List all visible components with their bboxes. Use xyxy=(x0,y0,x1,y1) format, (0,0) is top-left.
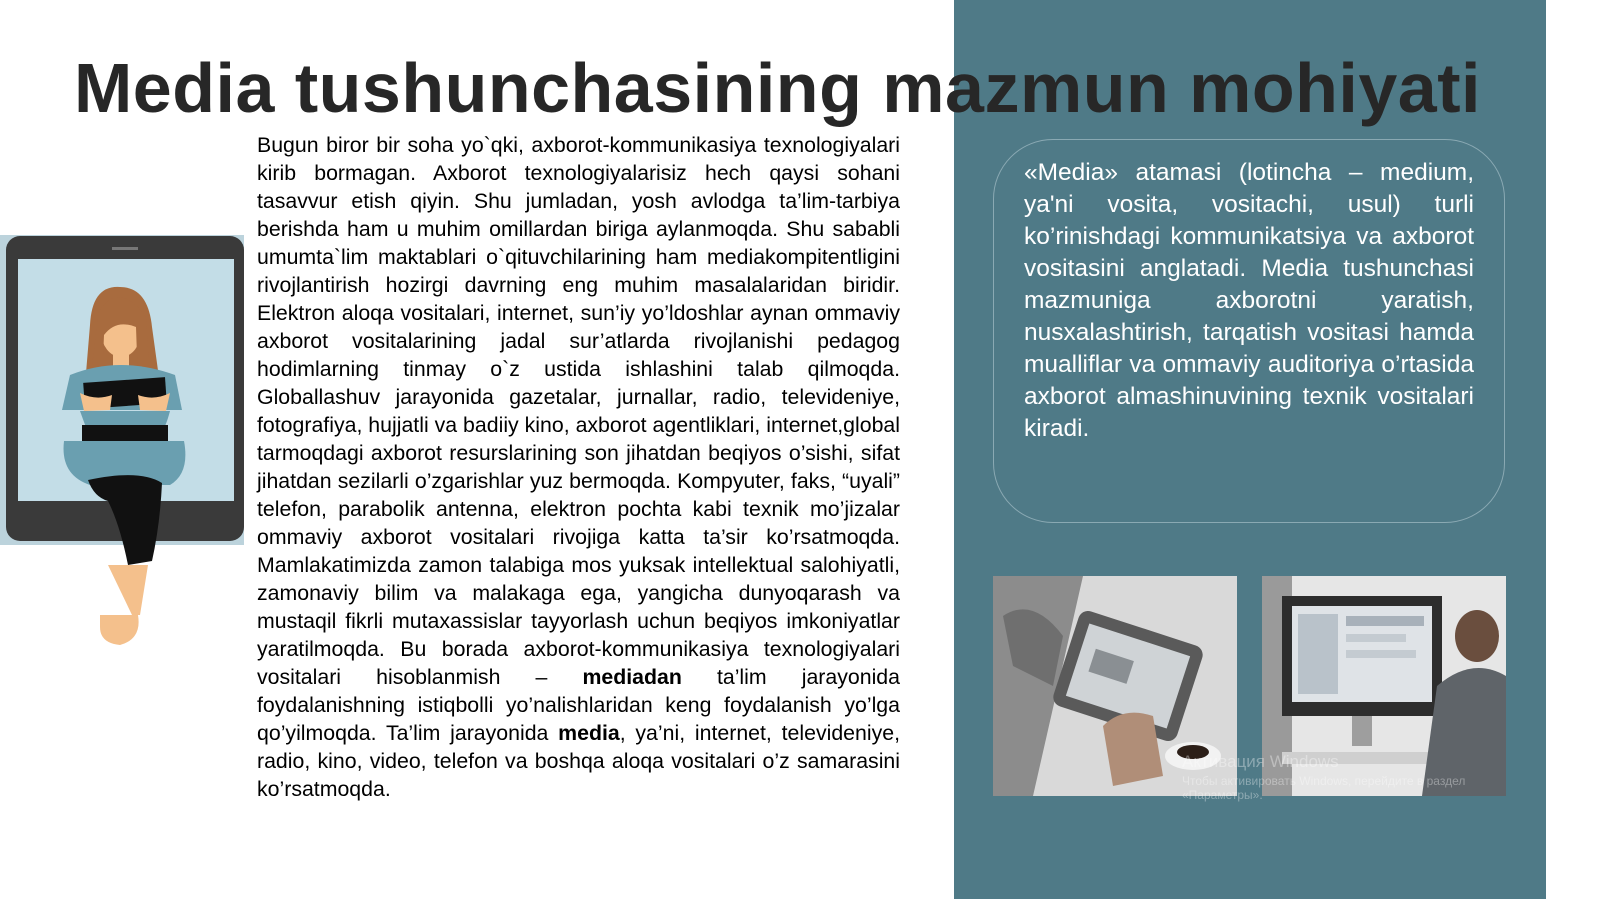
windows-activation-watermark xyxy=(1182,752,1542,802)
body-paragraph xyxy=(257,131,900,803)
body-text-bold-media: media xyxy=(558,721,620,745)
quote-text: «Media» atamasi (lotincha – medium, ya'ni vosita, vositachi, usul) turli ko’rinishdagi kommunikatsiya va axborot vositasini anglatadi. Media tushunchasi mazmuniga axborotni yaratish, nusxalashtirish, tarqatish vositasi hamda mualliflar va ommaviy auditoriya o’rtasida axborot almashinuvining texnik vositalari kiradi. xyxy=(1024,159,1474,442)
watermark-subtext: Чтобы активировать Windows, перейдите в раздел «Параметры». xyxy=(1182,774,1466,802)
body-text-bold-mediadan: mediadan xyxy=(582,665,682,689)
body-text-part-2: ta’lim jarayonida foydalanishning istiqbolli yo’nalishlaridan keng foydalanish yo’lga qo’yilmoqda. Ta’lim jarayonida xyxy=(257,665,900,745)
body-text-part-3: , ya’ni, internet, televideniye, radio, kino, video, telefon va boshqa aloqa vositalari o’z samarasini ko’rsatmoqda. xyxy=(257,721,900,801)
slide-title: Media tushunchasining mazmun mohiyati xyxy=(74,49,1481,127)
watermark-title: Активация Windows xyxy=(1182,752,1339,771)
body-text-part-1: Bugun biror bir soha yo`qki, axborot-kommunikasiya texnologiyalari kirib bormagan. Axborot texnologiyalarisiz hech qaysi sohani tasavvur etish qiyin. Shu jumladan, yosh avlodga ta’lim-tarbiya berishda ham u muhim omillardan biriga aylanmoqda. Shu sababli umumta`lim maktablari o`qituvchilarining ham mediakompitentligini rivojlantirish hozirgi davrning eng muhim masalalaridan biridir. Elektron aloqa vositalari, internet, sun’iy yo’ldoshlar aynan ommaviy axborot vositalarining jadal sur’atlarda rivojlanishi pedagog hodimlarning tinmay o`z ustida ishlashini talab qilmoqda. Globallashuv jarayonida gazetalar, jurnallar, radio, televideniye, fotografiya, hujjatli va badiiy kino, axborot agentliklari, internet,global tarmoqdagi axborot resurslarining son jihatdan beqiyos o’sishi, sifat jihatdan sezilarli o’zgarishlar yuz bermoqda. Kompyuter, faks, “uyali” telefon, parabolik antenna, elektron pochta kabi texnik mo’jizalar ommaviy axborot vositalari rivojiga katta ta’sir ko’rsatmoqda. Mamlakatimizda zamon talabiga mos yuksak intellektual salohiyatli, zamonaviy bilim va malakaga ega, yangicha dunyoqarash va mustaqil fikrli mutaxassislar tayyorlash uchun beqiyos imkoniyatlar yaratilmoqda. Bu borada axborot-kommunikasiya texnologiyalari vositalari hisoblanmish – xyxy=(257,133,900,689)
woman-reading-tablet-illustration xyxy=(0,235,250,685)
tablet-speaker-icon xyxy=(112,247,138,250)
